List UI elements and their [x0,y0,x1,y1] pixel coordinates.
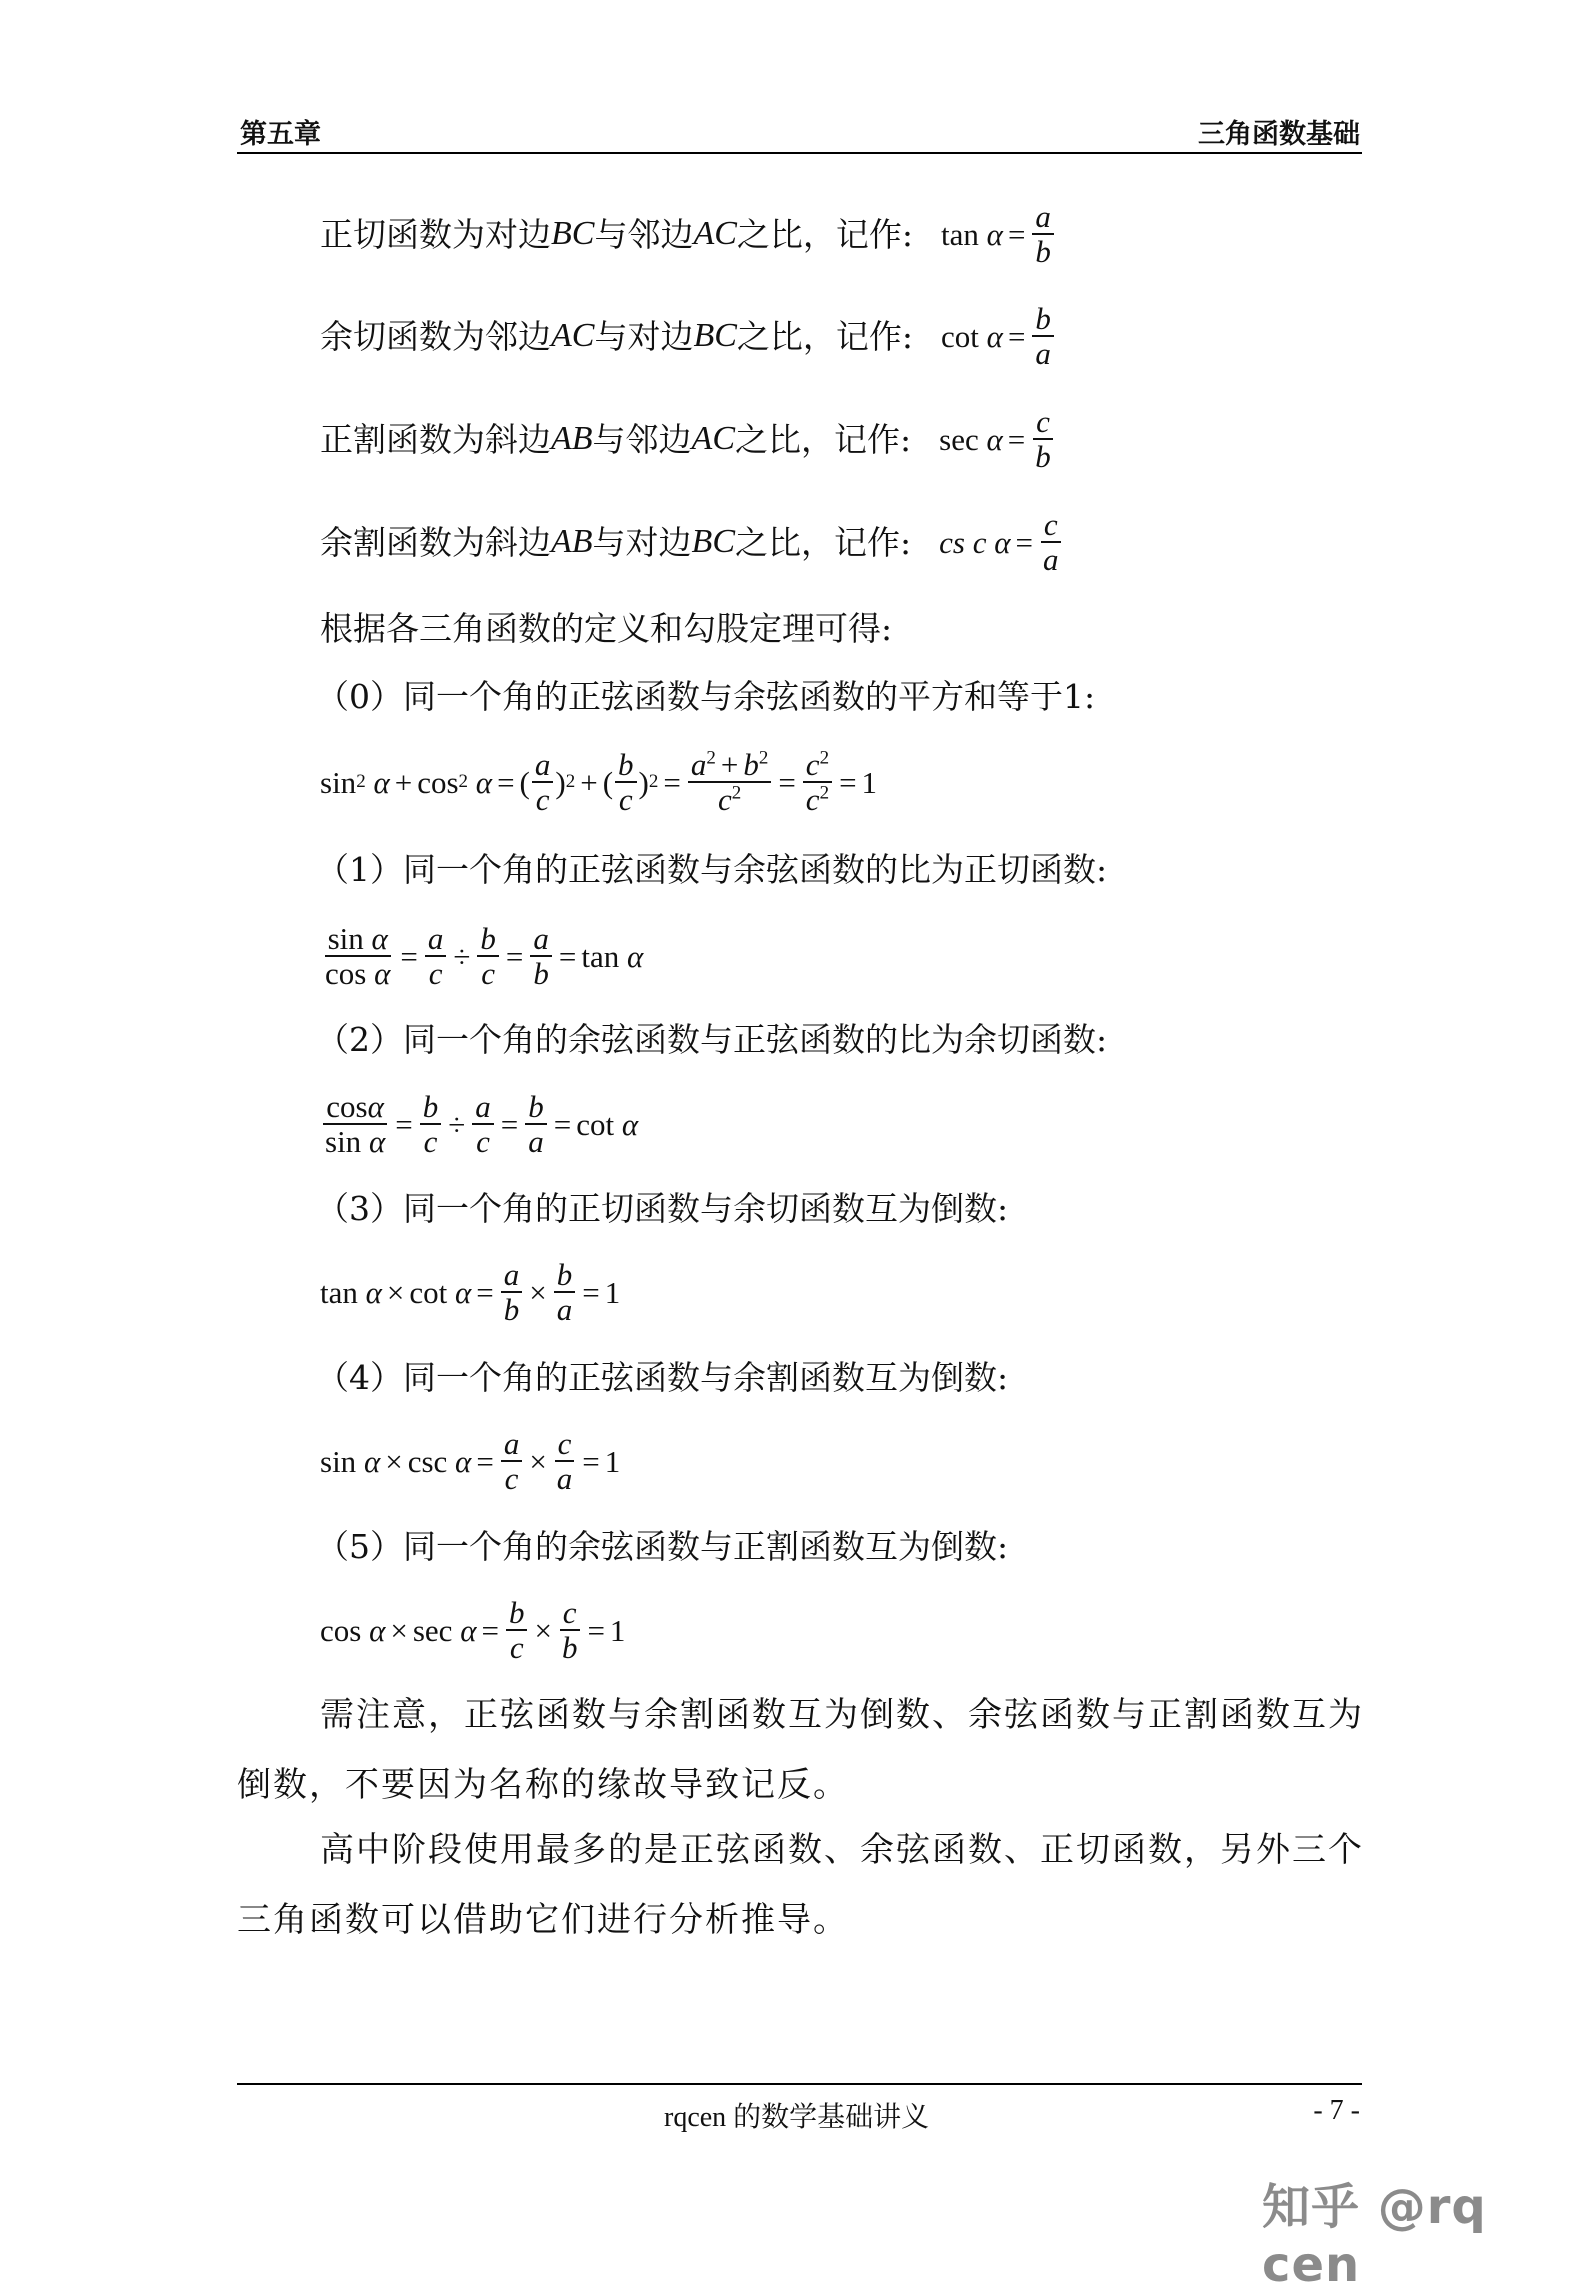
item-label-1: （1）同一个角的正弦函数与余弦函数的比为正切函数: [316,850,1108,889]
definition-sec: 正割函数为斜边 AB 与邻边 AC 之比，记作: sec α = $\frac{c}{b}$ [320,405,1056,474]
header-rule [237,152,1362,154]
footer-rule [237,2083,1362,2085]
note-paragraph-1: 需注意，正弦函数与余割函数互为倒数、余弦函数与正割函数互为倒数，不要因为名称的缘故导致记反。 [237,1695,1364,1805]
footer-title: rqcen 的数学基础讲义 [664,2102,930,2133]
fraction: $\frac{b}{a}$ [1032,302,1054,371]
fraction: $\frac{c}{b}$ [1032,405,1054,474]
formula-4: sin α × csc α = $\frac{a}{c}$ × $\frac{c}{a}$ = 1 [320,1426,621,1497]
formula-2: $\frac{\cos\alpha}{\text{sin α}}$ = $\frac{b}{c}$ ÷ $\frac{a}{c}$ = $\frac{b}{a}$ = cot α [325,1089,639,1160]
note-paragraph-2: 高中阶段使用最多的是正弦函数、余弦函数、正切函数，另外三个三角函数可以借助它们进行分析推导。 [237,1830,1364,1940]
chapter-label: 第五章 [240,119,321,149]
item-label-5: （5）同一个角的余弦函数与正割函数互为倒数: [316,1527,1009,1566]
formula-1: $\frac{\text{sin α}}{\text{cos α}}$ = $\frac{a}{c}$ ÷ $\frac{b}{c}$ = $\frac{a}{b}$ = tan α [325,921,644,992]
formula-5: cos α × sec α = $\frac{b}{c}$ × $\frac{c}{b}$ = 1 [320,1595,626,1666]
formula-3: tan α × cot α = $\frac{a}{b}$ × $\frac{b}{a}$ = 1 [320,1257,621,1328]
intro-text: 根据各三角函数的定义和勾股定理可得: [320,609,893,648]
definition-tan: 正切函数为对边 BC 与邻边 AC 之比，记作: tan α = $\frac{a}{b}$ [320,200,1056,269]
page-number: - 7 - [1313,2095,1360,2126]
fraction: $\frac{c}{a}$ [1040,508,1062,577]
item-label-0: （0）同一个角的正弦函数与余弦函数的平方和等于1: [316,677,1096,716]
section-title: 三角函数基础 [1198,119,1360,149]
definition-cot: 余切函数为邻边 AC 与对边 BC 之比，记作: cot α = $\frac{b}{a}$ [320,302,1056,371]
item-label-2: （2）同一个角的余弦函数与正弦函数的比为余切函数: [316,1020,1108,1059]
definition-csc: 余割函数为斜边 AB 与对边 BC 之比，记作: cs c α = $\frac{c}{a}$ [320,508,1063,577]
item-label-4: （4）同一个角的正弦函数与余割函数互为倒数: [316,1358,1009,1397]
watermark: 知乎 @rq cen [1262,2179,1487,2293]
fraction: $\frac{a}{b}$ [1032,200,1054,269]
formula-0: sin 2 α + cos 2 α = ( $\frac{a}{c}$ ) 2 + ( $\frac{b}{c}$ ) 2 = $\frac{a^2 + b^2}{c^2}$ = $\frac{c^2}{c^2}$ = 1 [320,747,878,818]
item-label-3: （3）同一个角的正切函数与余切函数互为倒数: [316,1189,1009,1228]
